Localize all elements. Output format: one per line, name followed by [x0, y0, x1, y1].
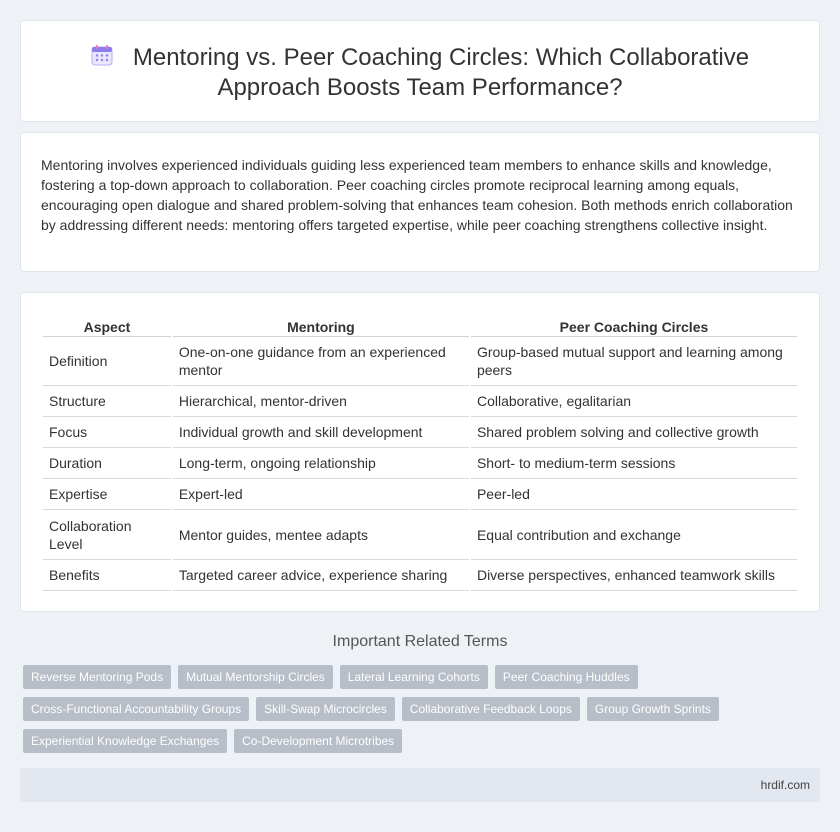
comparison-table	[41, 315, 799, 591]
mentoring-cell: Mentor guides, mentee adapts	[173, 510, 469, 560]
related-term-tag[interactable]: Skill-Swap Microcircles	[256, 697, 395, 721]
table-header-row	[43, 315, 797, 337]
header-aspect: Aspect	[43, 315, 171, 337]
peer-coaching-cell: Peer-led	[471, 479, 797, 510]
related-term-tag[interactable]: Experiential Knowledge Exchanges	[23, 729, 227, 753]
peer-coaching-cell: Short- to medium-term sessions	[471, 448, 797, 479]
related-term-tag[interactable]: Collaborative Feedback Loops	[402, 697, 580, 721]
table-row	[43, 386, 797, 417]
related-term-tag[interactable]: Lateral Learning Cohorts	[340, 665, 488, 689]
mentoring-cell: Expert-led	[173, 479, 469, 510]
footer-site-link[interactable]: hrdif.com	[760, 778, 810, 792]
aspect-cell: Focus	[43, 417, 171, 448]
related-term-tag[interactable]: Mutual Mentorship Circles	[178, 665, 333, 689]
mentoring-cell: Targeted career advice, experience sharing	[173, 560, 469, 591]
aspect-cell: Duration	[43, 448, 171, 479]
peer-coaching-cell: Shared problem solving and collective growth	[471, 417, 797, 448]
table-row	[43, 510, 797, 560]
related-term-tag[interactable]: Reverse Mentoring Pods	[23, 665, 171, 689]
table-row	[43, 560, 797, 591]
peer-coaching-cell: Equal contribution and exchange	[471, 510, 797, 560]
header-mentoring: Mentoring	[173, 315, 469, 337]
peer-coaching-cell: Group-based mutual support and learning among peers	[471, 337, 797, 386]
related-term-tag[interactable]: Group Growth Sprints	[587, 697, 719, 721]
related-terms-heading: Important Related Terms	[332, 633, 508, 650]
mentoring-cell: One-on-one guidance from an experienced mentor	[173, 337, 469, 386]
title-card	[20, 20, 820, 122]
title-line-2: Approach Boosts Team Performance?	[217, 74, 623, 101]
title-line-1: Mentoring vs. Peer Coaching Circles: Which Collaborative	[132, 44, 750, 71]
page-title	[21, 43, 819, 103]
related-term-tag[interactable]: Peer Coaching Huddles	[495, 665, 638, 689]
aspect-cell: Expertise	[43, 479, 171, 510]
intro-paragraph: Mentoring involves experienced individuals guiding less experienced team members to enhance skills and knowledge, fostering a top-down approach to collaboration. Peer coaching circles promote reciprocal learning among equals, encouraging open dialogue and shared problem-solving that enhances team cohesion. Both methods enrich collaboration by addressing different needs: mentoring offers targeted expertise, while peer coaching strengthens collective insight.	[41, 157, 793, 233]
related-term-tag[interactable]: Cross-Functional Accountability Groups	[23, 697, 249, 721]
table-row	[43, 479, 797, 510]
aspect-cell: Definition	[43, 337, 171, 386]
footer	[20, 768, 820, 802]
aspect-cell: Structure	[43, 386, 171, 417]
header-peer-coaching: Peer Coaching Circles	[471, 315, 797, 337]
peer-coaching-cell: Diverse perspectives, enhanced teamwork skills	[471, 560, 797, 591]
intro-card	[20, 132, 820, 272]
table-row	[43, 337, 797, 386]
comparison-card	[20, 292, 820, 612]
calendar-icon	[91, 44, 113, 66]
mentoring-cell: Hierarchical, mentor-driven	[173, 386, 469, 417]
peer-coaching-cell: Collaborative, egalitarian	[471, 386, 797, 417]
mentoring-cell: Long-term, ongoing relationship	[173, 448, 469, 479]
table-row	[43, 448, 797, 479]
related-terms-list	[23, 665, 823, 761]
aspect-cell: Collaboration Level	[43, 510, 171, 560]
aspect-cell: Benefits	[43, 560, 171, 591]
mentoring-cell: Individual growth and skill development	[173, 417, 469, 448]
related-term-tag[interactable]: Co-Development Microtribes	[234, 729, 402, 753]
table-row	[43, 417, 797, 448]
